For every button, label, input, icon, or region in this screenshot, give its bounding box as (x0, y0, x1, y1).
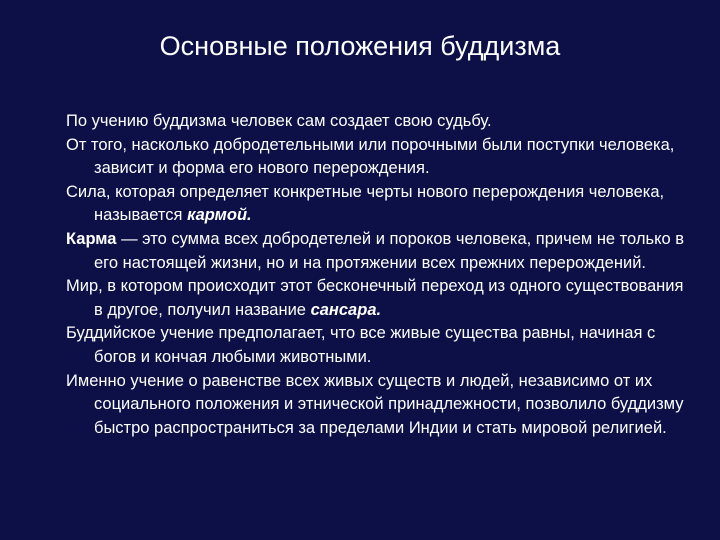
slide-title: Основные положения буддизма (159, 31, 561, 61)
paragraph-fate (66, 110, 696, 134)
slide-body (66, 110, 696, 440)
paragraph-text: Буддийское учение предполагает, что все живые существа равны, начиная с богов и кончая любыми животными. (66, 324, 656, 366)
paragraph-text: Сила, которая определяет конкретные черты нового перерождения человека, называется (66, 182, 665, 225)
term-samsara: сансара. (310, 300, 382, 319)
paragraph-karma-definition (66, 181, 696, 228)
paragraph-karma-sum (66, 228, 696, 275)
paragraph-text: От того, насколько добродетельными или порочными были поступки человека, зависит и форма его нового перерождения. (66, 135, 675, 178)
paragraph-text: По учению буддизма человек сам создает свою судьбу. (66, 112, 492, 130)
paragraph-rebirth-form (66, 134, 696, 181)
paragraph-equality (66, 322, 696, 369)
term-karma-lead: Карма (66, 229, 117, 248)
paragraph-text: Мир, в котором происходит этот бесконечный переход из одного существования в другое, получил название (66, 277, 684, 319)
paragraph-samsara (66, 275, 696, 322)
paragraph-text: — это сумма всех добродетелей и пороков человека, причем не только в его настоящей жизни, но и на протяжении всех прежних перерождений. (94, 229, 685, 272)
paragraph-spread (66, 370, 696, 441)
paragraph-text: Именно учение о равенстве всех живых существ и людей, независимо от их социального положения и этнической принадлежности, позволило буддизму быстро распространиться за пределами Индии и стать мировой религией. (66, 371, 684, 437)
term-karma: кармой. (187, 206, 252, 225)
